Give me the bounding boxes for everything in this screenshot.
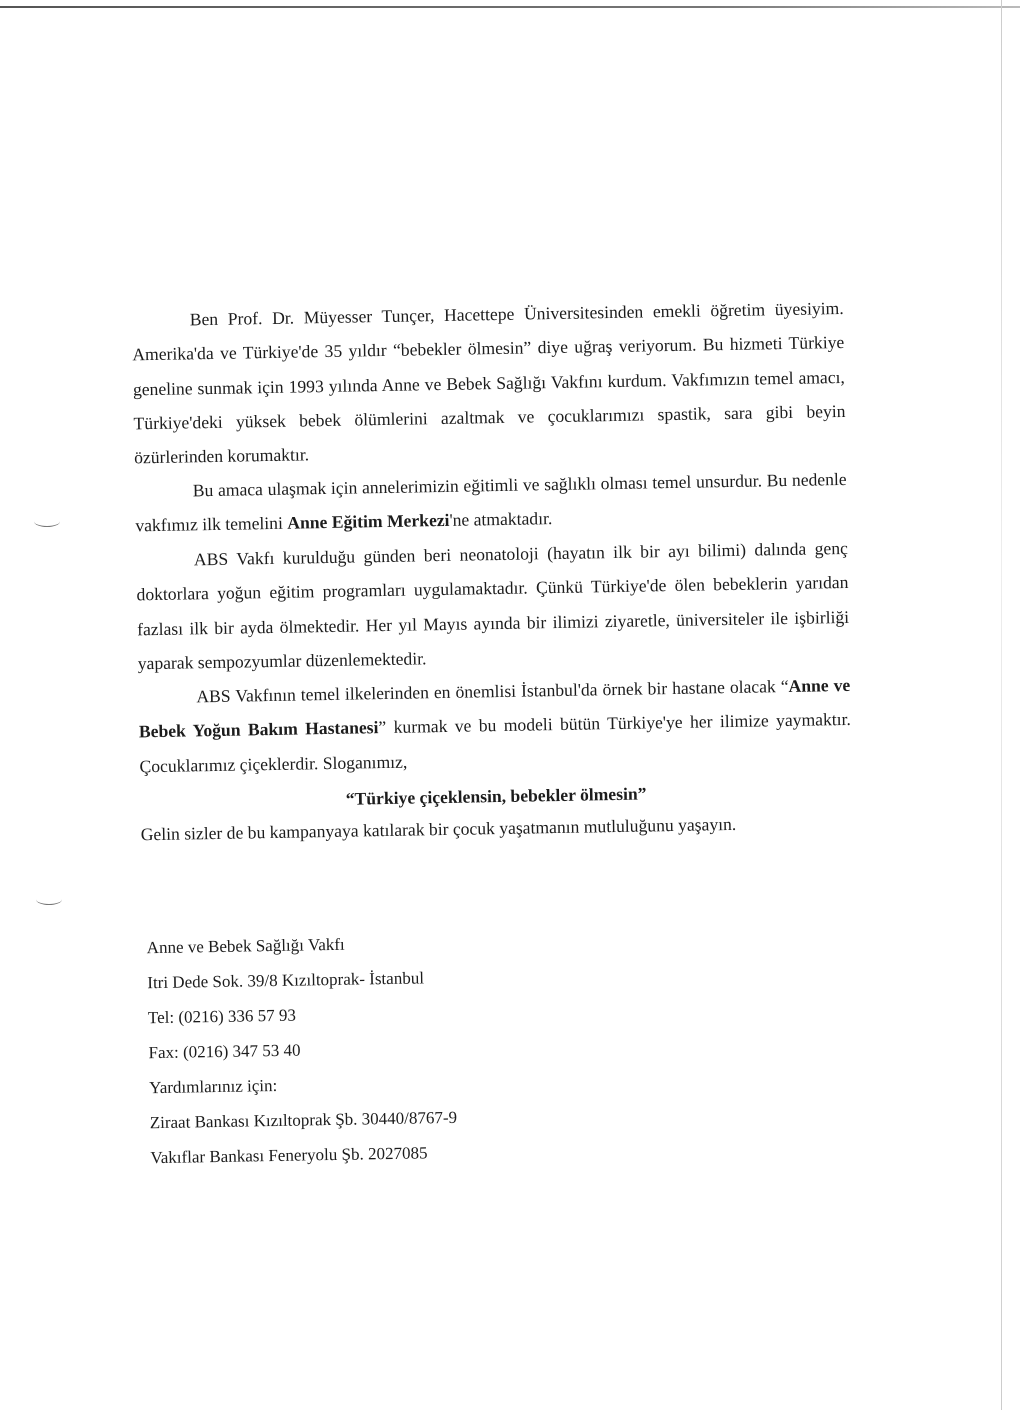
address: Itri Dede Sok. 39/8 Kızıltoprak- İstanbul xyxy=(147,968,425,993)
bank-account-vakiflar: Vakıflar Bankası Feneryolu Şb. 2027085 xyxy=(150,1143,428,1168)
paragraph-neonatology xyxy=(136,531,850,681)
slogan: “Türkiye çiçeklensin, bebekler ölmesin” xyxy=(345,783,647,809)
closing-sentence: Gelin sizler de bu kampanyaya katılarak bir çocuk yaşatmanın mutluluğunu yaşayın. xyxy=(140,813,737,845)
paragraph-intro xyxy=(131,291,846,475)
paragraph-hospital-text: ABS Vakfının temel ilkelerinden en önemlisi İstanbul'da örnek bir hastane olacak “ xyxy=(196,675,789,707)
org-name: Anne ve Bebek Sağlığı Vakfı xyxy=(146,934,345,958)
hospital-name: Anne ve Bebek Yoğun Bakım Hastanesi xyxy=(138,674,851,742)
donation-label: Yardımlarınız için: xyxy=(148,1075,278,1098)
phone: Tel: (0216) 336 57 93 xyxy=(147,1005,297,1028)
bank-account-ziraat: Ziraat Bankası Kızıltoprak Şb. 30440/8767-9 xyxy=(149,1107,458,1133)
paragraph-hospital xyxy=(138,668,852,783)
contact-block xyxy=(146,922,650,1176)
paragraph-education-center xyxy=(134,462,847,543)
paragraph-education-text: Bu amaca ulaşmak için annelerimizin eğitimli ve sağlıklı olması temel unsurdur. Bu nedenle vakfımız ilk temelini xyxy=(135,468,847,536)
education-center-name: Anne Eğitim Merkezi xyxy=(287,510,450,534)
paragraph-neonatology-text: ABS Vakfı kurulduğu günden beri neonatoloji (hayatın ilk bir ayı bilimi) dalında genç doktorlara yoğun eğitim programları uygulamaktadır. Çünkü Türkiye'de ölen bebeklerin yarıdan fazlası ilk bir ayda ölmektedir. Her yıl Mayıs ayında bir ilimizi ziyaretle, üniversiteler ile işbirliği yaparak sempozyumlar düzenlemektedir. xyxy=(136,537,850,674)
fax: Fax: (0216) 347 53 40 xyxy=(148,1040,301,1063)
paragraph-intro-text: Ben Prof. Dr. Müyesser Tunçer, Hacettepe Üniversitesinden emekli öğretim üyesiyim. Amerika'da ve Türkiye'de 35 yıldır “bebekler ölmesin” diye uğraş veriyorum. Bu hizmeti Türkiye geneline sunmak için 1993 yılında Anne ve Bebek Sağlığı Vakfını kurdum. Vakfımızın temel amacı, Türkiye'deki yüksek bebek ölümlerini azaltmak ve çocuklarımızı spastik, sara gibi beyin özürlerinden korumaktır. xyxy=(132,297,846,468)
paragraph-hospital-suffix: ” kurmak ve bu modeli bütün Türkiye'ye her ilimize yaymaktır. Çocuklarımız çiçeklerdir. Sloganımız, xyxy=(139,709,852,776)
paragraph-education-suffix: 'ne atmaktadır. xyxy=(449,508,553,531)
